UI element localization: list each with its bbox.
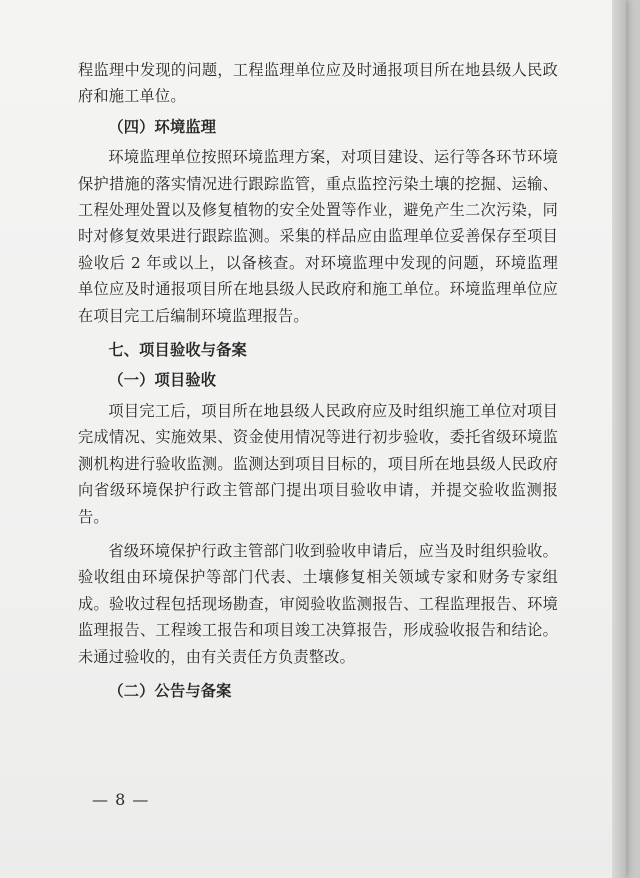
paragraph-provincial-acceptance: 省级环境保护行政主管部门收到验收申请后，应当及时组织验收。验收组由环境保护等部门代表、土壤修复相关领域专家和财务专家组成。验收过程包括现场勘查，审阅验收监测报告、工程监理报告、环境监理报告、工程竣工报告和项目竣工决算报告，形成验收报告和结论。未通过验收的，由有关责任方负责整改。: [78, 541, 558, 666]
paragraph-continuation: 程监理中发现的问题，工程监理单位应及时通报项目所在地县级人民政府和施工单位。: [78, 61, 558, 106]
section-heading-notice-filing: （二）公告与备案: [108, 681, 232, 700]
paragraph-environmental-supervision: 环境监理单位按照环境监理方案，对项目建设、运行等各环节环境保护措施的落实情况进行跟踪监管，重点监控污染土壤的挖掘、运输、工程处理处置以及修复植物的安全处置等作业，避免产生二次污染，同时对修复效果进行跟踪监测。采集的样品应由监理单位妥善保存至项目验收后 2 年或以上，以备核查。对环境监理中发现的问题，环境监理单位应及时通报项目所在地县级人民政府和施工单位。环境监理单位应在项目完工后编制环境监理报告。: [78, 148, 558, 325]
section-heading-project-acceptance: （一）项目验收: [108, 371, 217, 390]
body-text: [78, 57, 558, 704]
page-edge: [612, 0, 626, 878]
chapter-heading-acceptance-filing: 七、项目验收与备案: [108, 341, 247, 360]
section-heading-environmental-supervision: （四）环境监理: [108, 117, 217, 136]
paragraph-project-acceptance: 项目完工后，项目所在地县级人民政府应及时组织施工单位对项目完成情况、实施效果、资金使用情况等进行初步验收，委托省级环境监测机构进行验收监测。监测达到项目目标的，项目所在地县级人民政府向省级环境保护行政主管部门提出项目验收申请，并提交验收监测报告。: [78, 401, 558, 526]
page-number: — 8 —: [92, 790, 150, 809]
